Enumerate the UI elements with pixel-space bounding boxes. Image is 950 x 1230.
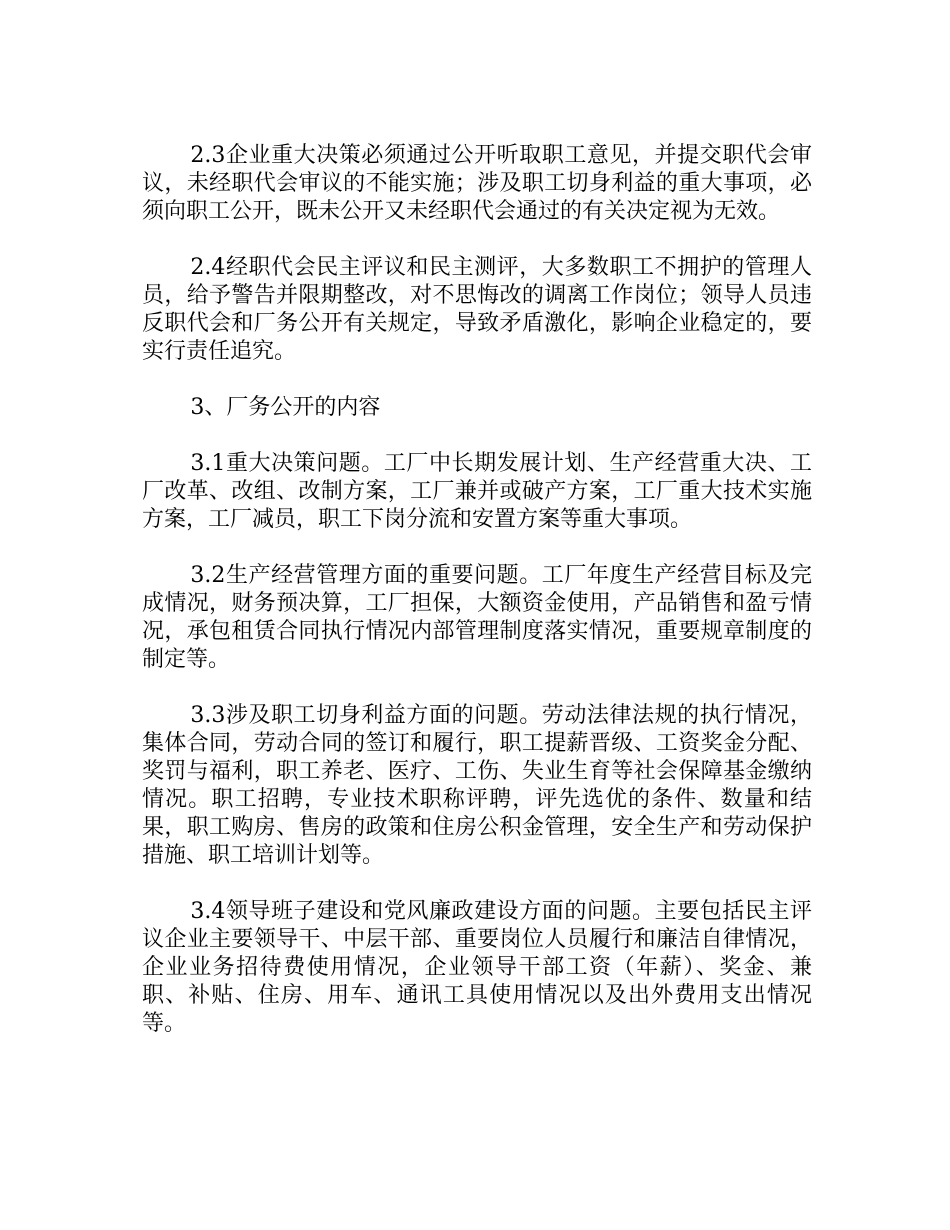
paragraph-3-4: 3.4领导班子建设和党风廉政建设方面的问题。主要包括民主评议企业主要领导干、中层干部、重要岗位人员履行和廉洁自律情况，企业业务招待费使用情况，企业领导干部工资（年薪）、奖金、兼职、补贴、住房、用车、通讯工具使用情况以及出外费用支出情况等。 [142,899,812,1036]
paragraph-3-2: 3.2生产经营管理方面的重要问题。工厂年度生产经营目标及完成情况，财务预决算，工厂担保，大额资金使用，产品销售和盈亏情况，承包租赁合同执行情况内部管理制度落实情况，重要规章制度的制定等。 [142,563,812,672]
paragraph-2-4: 2.4经职代会民主评议和民主测评，大多数职工不拥护的管理人员，给予警告并限期整改，对不思悔改的调离工作岗位；领导人员违反职代会和厂务公开有关规定，导致矛盾激化，影响企业稳定的，要实行责任追究。 [142,255,812,364]
section-heading-3: 3、厂务公开的内容 [190,395,381,420]
paragraph-2-3: 2.3企业重大决策必须通过公开听取职工意见，并提交职代会审议，未经职代会审议的不能实施；涉及职工切身利益的重大事项，必须向职工公开，既未公开又未经职代会通过的有关决定视为无效。 [142,143,812,224]
paragraph-3-3: 3.3涉及职工切身利益方面的问题。劳动法律法规的执行情况，集体合同，劳动合同的签订和履行，职工提薪晋级、工资奖金分配、奖罚与福利，职工养老、医疗、工伤、失业生育等社会保障基金缴纳情况。职工招聘，专业技术职称评聘，评先选优的条件、数量和结果，职工购房、售房的政策和住房公积金管理，安全生产和劳动保护措施、职工培训计划等。 [142,703,812,868]
paragraph-3-1: 3.1重大决策问题。工厂中长期发展计划、生产经营重大决、工厂改革、改组、改制方案，工厂兼并或破产方案，工厂重大技术实施方案，工厂减员，职工下岗分流和安置方案等重大事项。 [142,451,812,532]
document-body [142,142,812,1066]
